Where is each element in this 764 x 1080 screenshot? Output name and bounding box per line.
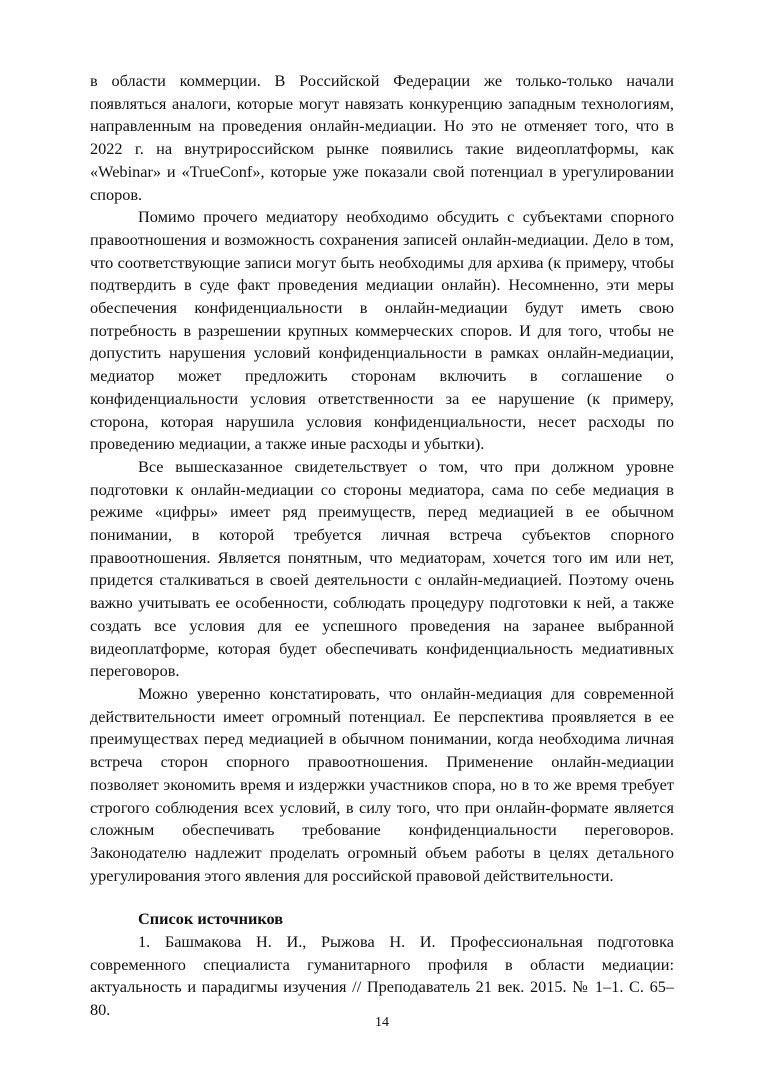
body-paragraph: Можно уверенно констатировать, что онлайн-медиация для современной действительности имеет огромный потенциал. Ее перспектива проявляется в ее преимуществах перед медиацией в обычном понимании, когда необходима личная встреча сторон спорного правоотношения. Применение онлайн-медиации позволяет экономить время и издержки участников спора, но в то же время требует строгого соблюдения всех условий, в силу того, что при онлайн-формате является сложным обеспечивать требование конфиденциальности переговоров. Законодателю надлежит проделать огромный объем работы в целях детального урегулирования этого явления для российской правовой действительности. — [90, 683, 674, 885]
page-number: 14 — [375, 1015, 389, 1030]
page-content — [90, 70, 674, 1022]
body-paragraph-continued: в области коммерции. В Российской Федерации же только-только начали появляться аналоги, которые могут навязать конкуренцию западным технологиям, направленным на проведения онлайн-медиации. Но это не отменяет того, что в 2022 г. на внутрироссийском рынке появились такие видеоплатформы, как «Webinar» и «TrueConf», которые уже показали свой потенциал в урегулировании споров. — [90, 71, 674, 204]
reference-item: 1. Башмакова Н. И., Рыжова Н. И. Профессиональная подготовка современного специалиста гуманитарного профиля в области медиации: актуальность и парадигмы изучения // Преподаватель 21 век. 2015. № 1–1. С. 65–80. — [90, 932, 674, 1020]
body-paragraph: Помимо прочего медиатору необходимо обсудить с субъектами спорного правоотношения и возможность сохранения записей онлайн-медиации. Дело в том, что соответствующие записи могут быть необходимы для архива (к примеру, чтобы подтвердить в суде факт проведения медиации онлайн). Несомненно, эти меры обеспечения конфиденциальности в онлайн-медиации будут иметь свою потребность в разрешении крупных коммерческих споров. И для того, чтобы не допустить нарушения условий конфиденциальности в рамках онлайн-медиации, медиатор может предложить сторонам включить в соглашение о конфиденциальности условия ответственности за ее нарушение (к примеру, сторона, которая нарушила условия конфиденциальности, несет расходы по проведению медиации, а также иные расходы и убытки). — [90, 207, 674, 454]
references-heading: Список источников — [138, 909, 284, 929]
body-paragraph: Все вышесказанное свидетельствует о том, что при должном уровне подготовки к онлайн-медиации со стороны медиатора, сама по себе медиация в режиме «цифры» имеет ряд преимуществ, перед медиацией в ее обычном понимании, в которой требуется личная встреча субъектов спорного правоотношения. Является понятным, что медиаторам, хочется того им или нет, придется сталкиваться в своей деятельности с онлайн-медиацией. Поэтому очень важно учитывать ее особенности, соблюдать процедуру подготовки к ней, а также создать все условия для ее успешного проведения на заранее выбранной видеоплатформе, которая будет обеспечивать конфиденциальность медиативных переговоров. — [90, 456, 674, 681]
